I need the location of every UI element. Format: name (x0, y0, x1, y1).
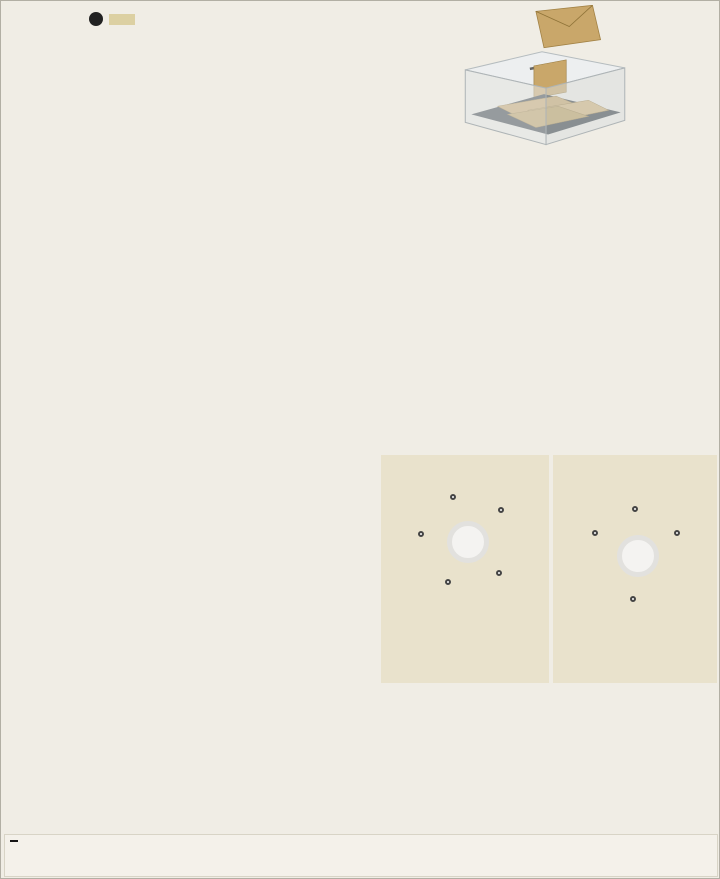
callout-dot (592, 530, 598, 536)
top-chart-legend (89, 12, 451, 26)
callout-dot (498, 507, 504, 513)
international-position-panel (553, 455, 717, 683)
callout-dot (674, 530, 680, 536)
percent-badge-icon (89, 12, 103, 26)
callout-dot (630, 596, 636, 602)
donut-hole (617, 535, 659, 577)
donut-hole (447, 521, 489, 563)
persons-opinion-chart (11, 515, 379, 522)
callout-dot (445, 579, 451, 585)
international-donut-area (558, 466, 712, 626)
vote-estimate-table (415, 253, 717, 257)
dont-know-circle (512, 787, 566, 841)
callout-dot (418, 531, 424, 537)
callout-dot (496, 570, 502, 576)
pierrakakis-donut-area (386, 466, 544, 626)
grey-zone-annotation (613, 429, 719, 430)
callout-dot (632, 506, 638, 512)
top-header (89, 7, 451, 26)
previous-wave-swatch (109, 14, 135, 25)
callout-dot (450, 494, 456, 500)
wrong-direction-circle (563, 699, 719, 855)
survey-identity-footer (4, 834, 718, 877)
international-donut-chart (592, 510, 684, 602)
party-grouped-bar-chart (7, 23, 715, 255)
pierrakakis-panel (381, 455, 549, 683)
identity-badge (10, 840, 18, 842)
